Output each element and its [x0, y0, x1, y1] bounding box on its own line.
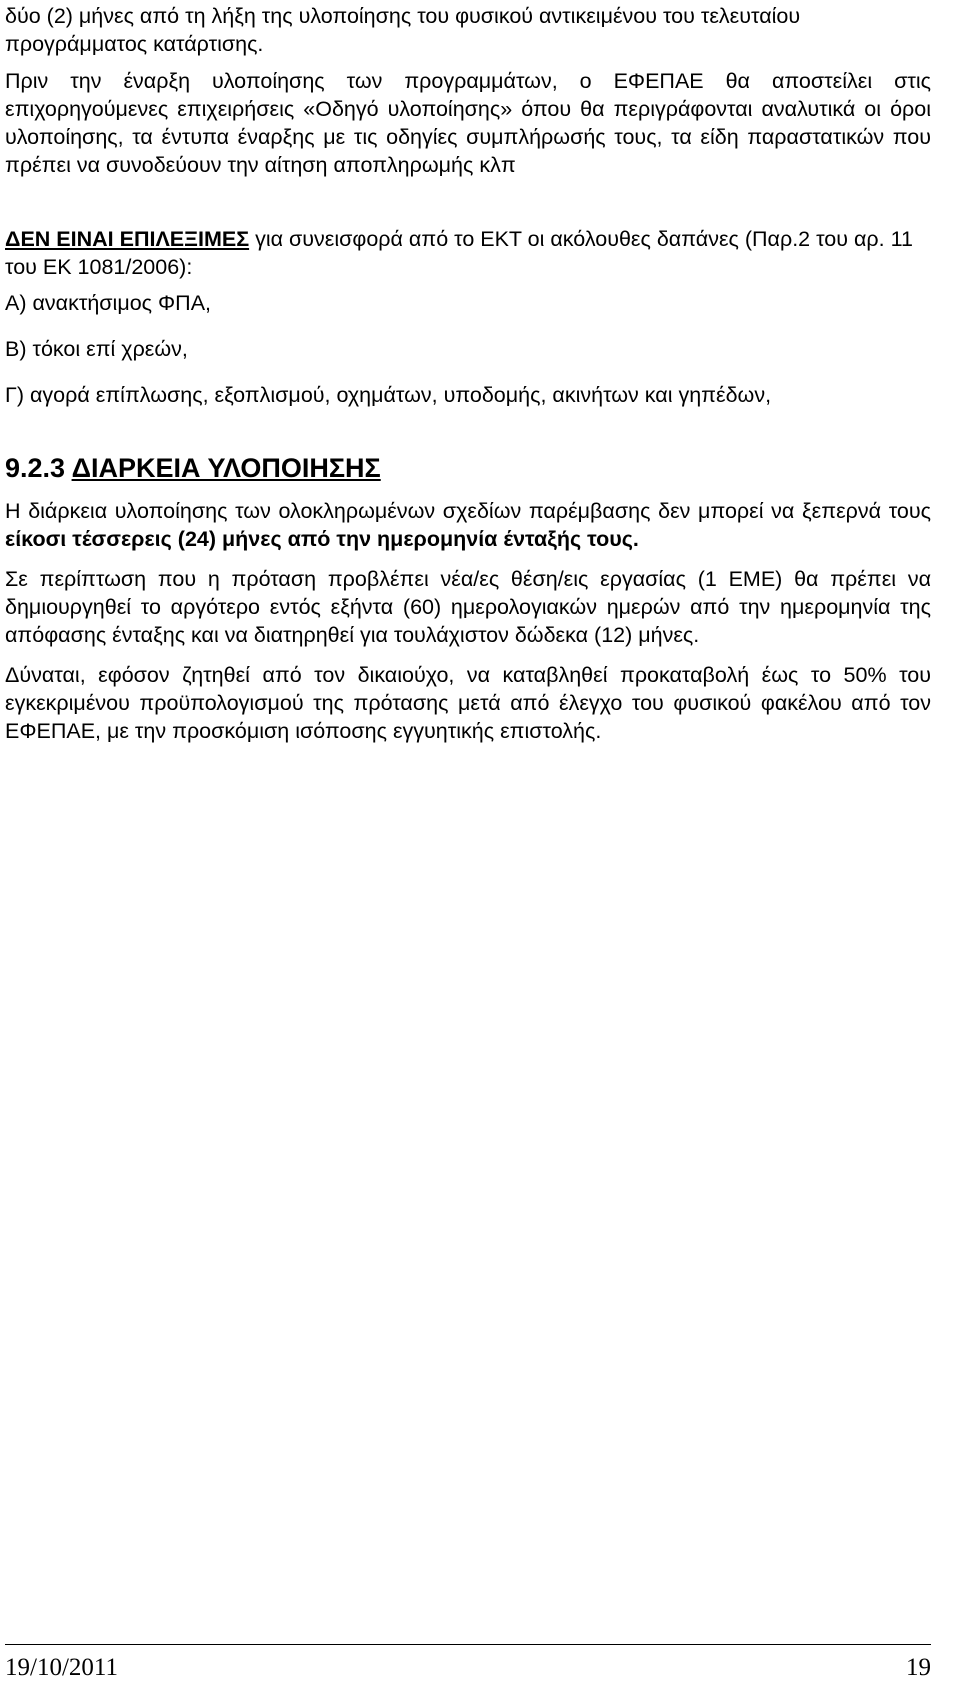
- section-title: ΔΙΑΡΚΕΙΑ ΥΛΟΠΟΙΗΣΗΣ: [71, 453, 381, 483]
- intro-line-1: δύο (2) μήνες από τη λήξη της υλοποίησης του φυσικού αντικειμένου του τελευταίου: [5, 4, 801, 28]
- guide-paragraph: Πριν την έναρξη υλοποίησης των προγραμμάτων, ο ΕΦΕΠΑΕ θα αποστείλει στις επιχορηγούμενες επιχειρήσεις «Οδηγό υλοποίησης» όπου θα περιγράφονται αναλυτικά οι όροι υλοποίησης, τα έντυπα έναρξης με τις οδηγίες συμπλήρωσής τους, τα είδη παραστατικών που πρέπει να συνοδεύουν την αίτηση αποπληρωμής κλπ: [5, 69, 931, 177]
- jobs-paragraph: Σε περίπτωση που η πρόταση προβλέπει νέα/ες θέση/εις εργασίας (1 ΕΜΕ) θα πρέπει να δημιουργηθεί το αργότερο εντός εξήντα (60) ημερολογιακών ημερών από την ημερομηνία της απόφασης ένταξης και να διατηρηθεί για τουλάχιστον δώδεκα (12) μήνες.: [5, 567, 931, 647]
- duration-bold-text: είκοσι τέσσερεις (24) μήνες από την ημερομηνία ένταξής τους.: [5, 527, 639, 551]
- section-number: 9.2.3: [5, 453, 72, 483]
- not-eligible-paragraph: [5, 225, 931, 281]
- duration-text: Η διάρκεια υλοποίησης των ολοκληρωμένων σχεδίων παρέμβασης δεν μπορεί να ξεπερνά τους: [5, 499, 931, 523]
- page-footer: [5, 1644, 931, 1681]
- duration-paragraph: [5, 497, 931, 553]
- not-eligible-label: ΔΕΝ ΕΙΝΑΙ ΕΠΙΛΕΞΙΜΕΣ: [5, 227, 250, 251]
- document-page: [5, 0, 931, 745]
- footer-date: 19/10/2011: [5, 1654, 118, 1681]
- advance-paragraph: Δύναται, εφόσον ζητηθεί από τον δικαιούχο, να καταβληθεί προκαταβολή έως το 50% του εγκεκριμένου προϋπολογισμού της πρότασης μετά από έλεγχο του φυσικού φακέλου από τον ΕΦΕΠΑΕ, με την προσκόμιση ισόποσης εγγυητικής επιστολής.: [5, 663, 931, 743]
- list-item: Γ) αγορά επίπλωσης, εξοπλισμού, οχημάτων, υποδομής, ακινήτων και γηπέδων,: [5, 383, 772, 407]
- list-item: Α) ανακτήσιμος ΦΠΑ,: [5, 291, 212, 315]
- not-eligible-text: για συνεισφορά από το ΕΚΤ οι ακόλουθες δαπάνες (Παρ.2 του αρ. 11 του ΕΚ 1081/2006):: [5, 227, 913, 279]
- section-heading: [5, 451, 931, 485]
- list-item: Β) τόκοι επί χρεών,: [5, 337, 188, 361]
- page-number: 19: [906, 1654, 931, 1681]
- intro-line-2: προγράμματος κατάρτισης.: [5, 32, 264, 56]
- intro-paragraph: [5, 2, 931, 58]
